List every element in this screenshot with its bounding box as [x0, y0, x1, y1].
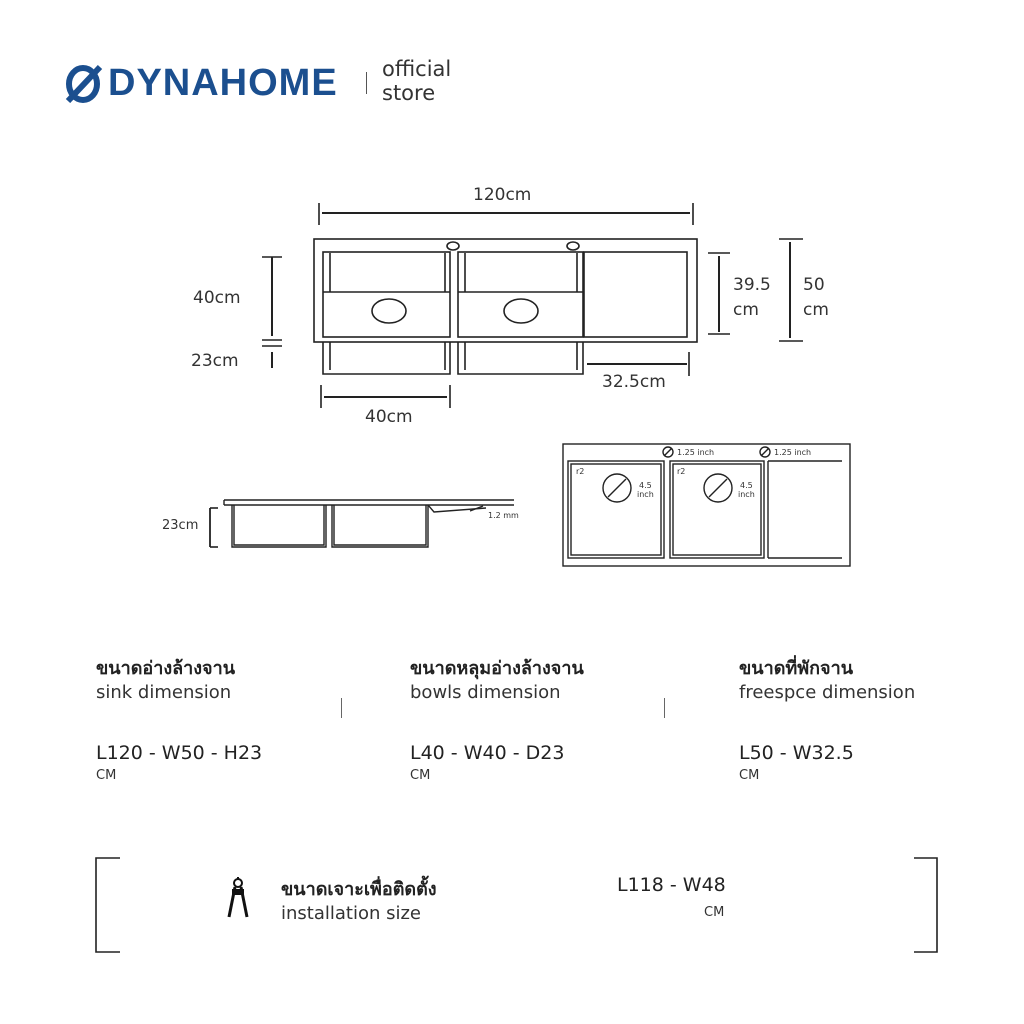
spec-sink-title-th: ขนาดอ่างล้างจาน	[96, 658, 235, 679]
label-drain-2	[738, 481, 755, 499]
tagline-line2: store	[382, 81, 436, 105]
spec-sink-unit: CM	[96, 768, 117, 783]
dim-line-total-length	[319, 203, 693, 225]
compass-icon	[226, 877, 250, 919]
drain-2-unit: inch	[738, 490, 755, 499]
label-drainboard: 32.5cm	[602, 372, 666, 392]
sink-plan-view	[563, 444, 850, 566]
label-depth: 23cm	[191, 351, 239, 371]
label-side-height: 23cm	[162, 518, 199, 533]
sink-side-view	[224, 500, 514, 547]
drain-1-unit: inch	[637, 490, 654, 499]
spec-bowls	[410, 653, 584, 783]
label-total-width	[803, 273, 829, 323]
spec-freespace-unit: CM	[739, 768, 760, 783]
inner-width-unit: cm	[733, 300, 759, 320]
label-inner-width	[733, 273, 771, 323]
spec-freespace-title-th: ขนาดที่พักจาน	[739, 658, 853, 679]
inner-width-value: 39.5	[733, 275, 771, 295]
spec-freespace-title-en: freespce dimension	[739, 682, 916, 703]
drain-2-value: 4.5	[740, 481, 753, 490]
dim-line-inner-width	[708, 253, 730, 334]
dim-line-side-height	[210, 508, 218, 547]
spec-bowls-value: L40 - W40 - D23	[410, 742, 565, 764]
label-tap-hole-1: 1.25 inch	[677, 448, 715, 457]
spec-sink-title-en: sink dimension	[96, 682, 232, 703]
label-thickness: 1.2 mm	[488, 511, 519, 520]
spec-divider-2	[664, 698, 665, 718]
spec-bowls-title-th: ขนาดหลุมอ่างล้างจาน	[410, 658, 584, 679]
drain-1-value: 4.5	[639, 481, 652, 490]
label-drain-1	[637, 481, 654, 499]
installation-title	[281, 874, 437, 924]
total-width-value: 50	[803, 275, 825, 295]
installation-title-th: ขนาดเจาะเพื่อติดตั้ง	[281, 879, 437, 900]
brand-name: DYNAHOME	[108, 61, 338, 104]
dim-line-bowl-length	[262, 257, 282, 368]
installation-title-en: installation size	[281, 903, 422, 924]
tagline-line1: official	[382, 57, 452, 81]
label-total-length: 120cm	[473, 185, 532, 205]
sink-top-view	[314, 239, 697, 374]
spec-freespace-value: L50 - W32.5	[739, 742, 854, 764]
label-corner-radius-2: r2	[677, 467, 686, 476]
total-width-unit: cm	[803, 300, 829, 320]
label-bowl-length: 40cm	[193, 288, 241, 308]
spec-bowls-unit: CM	[410, 768, 431, 783]
label-corner-radius-1: r2	[576, 467, 585, 476]
spec-bowls-title-en: bowls dimension	[410, 682, 561, 703]
spec-divider-1	[341, 698, 342, 718]
installation-value: L118 - W48	[617, 874, 726, 896]
label-bowl-width: 40cm	[365, 407, 413, 427]
spec-freespace	[739, 653, 915, 783]
spec-sink-value: L120 - W50 - H23	[96, 742, 263, 764]
dim-line-bowl-width	[321, 385, 450, 408]
label-tap-hole-2: 1.25 inch	[774, 448, 812, 457]
dim-line-total-width	[779, 239, 803, 341]
spec-sink	[96, 653, 262, 783]
installation-unit: CM	[704, 905, 725, 920]
